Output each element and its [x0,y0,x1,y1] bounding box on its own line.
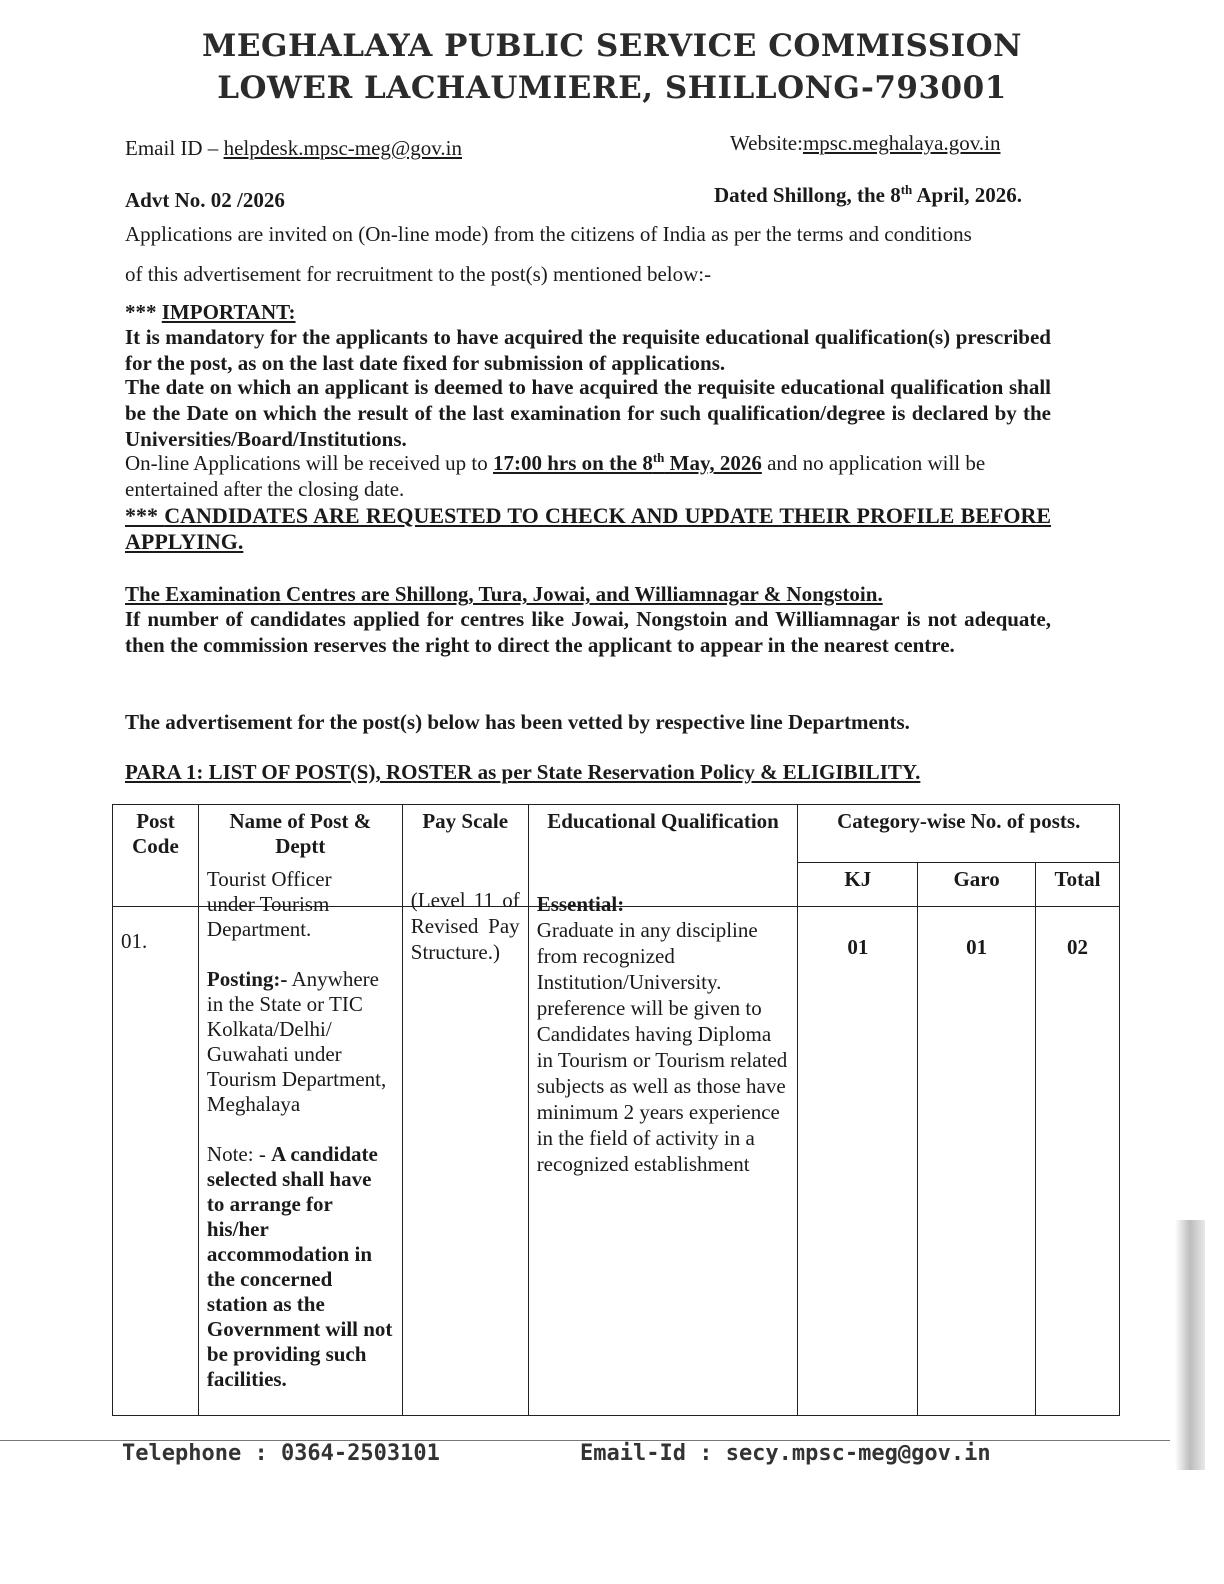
para1-heading: PARA 1: LIST OF POST(S), ROSTER as per State Reservation Policy & ELIGIBILITY. [125,760,921,784]
dated-sup: th [900,182,913,197]
essential-text: Graduate in any discipline from recognized Institution/University. preference will be given to Candidates having Diploma in Tourism or Tourism related subjects as well as those have minimum 2 years experience in the field of activity in a recognized establishment [536,918,788,1176]
note-label: Note: - [206,1142,272,1166]
table-row [113,907,1120,1416]
important-para-1: It is mandatory for the applicants to have acquired the requisite educational qualification(s) prescribed for the post, as on the last date fixed for submission of applications. [125,325,1051,375]
post-name-line: Department. [206,917,312,941]
header-name-of-post: Name of Post & Deptt [198,805,402,907]
email-line [125,136,462,161]
deadline-date: May, 2026 [664,451,762,475]
important-label: IMPORTANT: [161,300,296,324]
edu-qualification-cell [528,892,798,1416]
vetted-statement: The advertisement for the post(s) below has been vetted by respective line Departments. [125,710,910,734]
deadline-time: 17:00 hrs on the 8 [493,451,653,475]
note-text: A candidate selected shall have to arrange for his/her accommodation in the concerned station as the Government will not be providing such facilities. [206,1142,393,1391]
essential-label: Essential: [536,892,625,916]
footer-telephone: Telephone : 0364-2503101 [122,1441,440,1466]
commission-name: MEGHALAYA PUBLIC SERVICE COMMISSION [202,28,1022,64]
posting-details [207,967,394,1117]
table-header-row [113,805,1120,863]
commission-address: LOWER LACHAUMIERE, SHILLONG-793001 [217,70,1007,106]
exam-centres-note: If number of candidates applied for centres like Jowai, Nongstoin and Williamnagar is not adequate, then the commission reserves the right to direct the applicant to appear in the nearest centre. [125,607,1051,657]
header-pay-scale: Pay Scale [402,805,528,907]
posting-text: Anywhere in the State or TIC Kolkata/Delhi/ Guwahati under Tourism Department, Meghalaya [206,967,387,1116]
email-link[interactable]: helpdesk.mpsc-meg@gov.in [223,136,462,160]
category-garo: Garo [918,863,1036,907]
post-name-line: under Tourism [206,892,330,916]
posts-table [112,804,1120,1416]
scan-shadow [1175,1220,1205,1470]
important-heading [125,300,296,325]
category-kj: KJ [798,863,918,907]
online-deadline-para [125,450,1051,502]
online-prefix: On-line Applications will be received up to [125,451,493,475]
post-name-cell [198,867,402,1416]
important-para-2: The date on which an applicant is deemed to have acquired the requisite educational qualification shall be the Date on which the result of the last examination for such qualification/degree is declared by the Universities/Board/Institutions. [125,375,1051,451]
dated-month: April, 2026. [912,183,1022,207]
category-total: Total [1036,863,1120,907]
post-name-line: Tourist Officer [206,867,332,891]
candidates-stars: *** [125,503,165,528]
posting-label: Posting:- [206,967,288,991]
exam-centres-heading: The Examination Centres are Shillong, Tura, Jowai, and Williamnagar & Nongstoin. [125,582,883,606]
footer-email: Email-Id : secy.mpsc-meg@gov.in [580,1441,991,1466]
post-code-cell: 01. [113,907,199,1416]
header-educational-qualification: Educational Qualification [528,805,798,907]
dated-text: Dated Shillong, the 8 [714,183,901,207]
website-line [730,131,1000,156]
online-deadline [493,451,762,475]
advt-number: Advt No. 02 /2026 [125,188,285,212]
important-stars: *** [125,300,162,324]
garo-count: 01 [918,907,1036,1416]
header-category-wise: Category-wise No. of posts. [798,805,1120,863]
intro-line-1: Applications are invited on (On-line mode) from the citizens of India as per the terms and conditions [125,222,972,246]
candidates-text: CANDIDATES ARE REQUESTED TO CHECK AND UPDATE THEIR PROFILE BEFORE APPLYING. [125,503,1052,554]
online-suffix: and no application will be entertained after the closing date. [125,451,986,501]
intro-line-2: of this advertisement for recruitment to the post(s) mentioned below:- [125,262,712,286]
candidates-notice [125,503,1051,555]
dated-line [714,183,1022,208]
pay-scale-text: (Level 11 of Revised Pay Structure.) [410,888,520,964]
kj-count: 01 [798,907,918,1416]
pay-scale-cell [402,888,528,1416]
post-note [207,1142,394,1392]
website-link[interactable]: mpsc.meghalaya.gov.in [802,131,1001,155]
website-label: Website: [730,131,803,155]
header-post-code: Post Code [113,805,199,907]
deadline-sup: th [652,450,665,465]
email-label: Email ID – [125,136,224,160]
total-count: 02 [1036,907,1120,1416]
